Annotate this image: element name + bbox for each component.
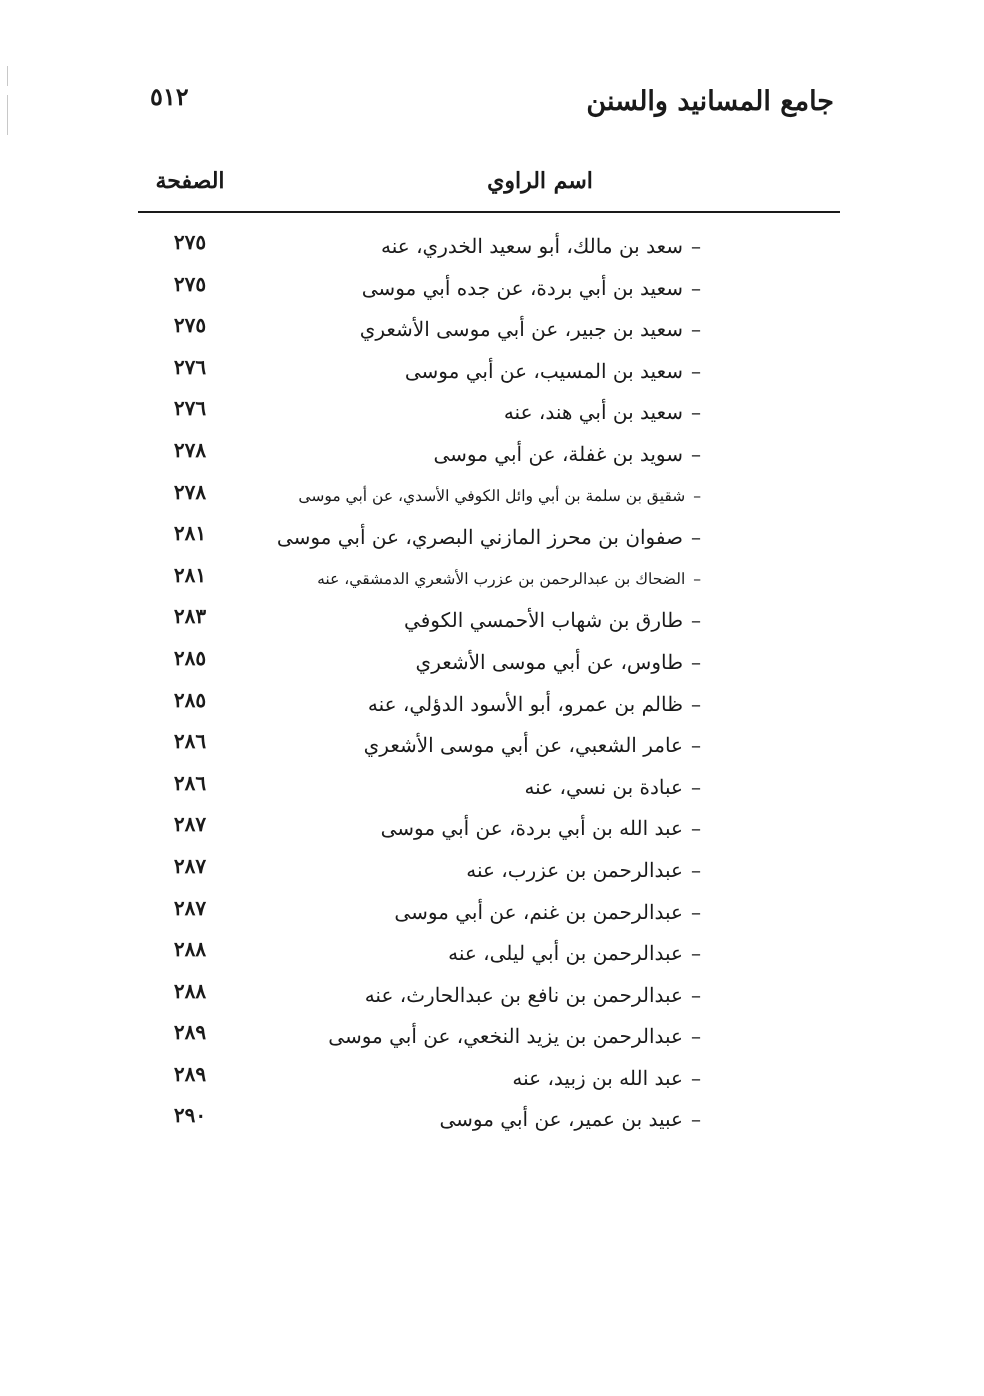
page-number: ٥١٢ bbox=[150, 82, 189, 111]
narrator-name-text: عبيد بن عمير، عن أبي موسى bbox=[439, 1107, 683, 1132]
narrator-name bbox=[466, 853, 701, 887]
narrator-name bbox=[364, 728, 701, 762]
page-reference: ٢٨٥ bbox=[173, 687, 207, 712]
narrator-name bbox=[394, 895, 701, 929]
book-title: جامع المسانيد والسنن bbox=[586, 86, 834, 117]
index-entry bbox=[0, 354, 984, 396]
page-reference: ٢٨٩ bbox=[173, 1061, 207, 1086]
narrator-name-text: عبدالرحمن بن عزرب، عنه bbox=[466, 857, 683, 882]
narrator-name-text: سعيد بن جبير، عن أبي موسى الأشعري bbox=[359, 317, 683, 342]
narrator-name-text: عامر الشعبي، عن أبي موسى الأشعري bbox=[363, 733, 683, 758]
narrator-name bbox=[365, 978, 701, 1012]
entry-dash: – bbox=[691, 733, 701, 758]
page-reference: ٢٨٧ bbox=[173, 853, 207, 878]
scan-margin-mark bbox=[7, 95, 8, 135]
page-reference: ٢٧٥ bbox=[173, 313, 207, 338]
index-entry bbox=[0, 853, 984, 895]
entry-dash: – bbox=[691, 441, 701, 466]
narrator-name bbox=[524, 770, 701, 804]
entry-dash: – bbox=[691, 1024, 701, 1049]
narrator-name-text: عبد الله بن أبي بردة، عن أبي موسى bbox=[380, 816, 683, 841]
narrator-name-text: شقيق بن سلمة بن أبي وائل الكوفي الأسدي، عن أبي موسى bbox=[298, 486, 686, 505]
page-reference: ٢٨٦ bbox=[173, 770, 207, 795]
narrator-name-text: طاوس، عن أبي موسى الأشعري bbox=[415, 649, 683, 674]
index-entry bbox=[0, 479, 984, 521]
entry-dash: – bbox=[691, 857, 701, 882]
index-entry bbox=[0, 437, 984, 479]
column-header-page: الصفحة bbox=[155, 168, 225, 194]
narrator-name bbox=[504, 395, 701, 429]
entry-dash: – bbox=[693, 486, 701, 505]
index-entry bbox=[0, 603, 984, 645]
narrator-index-list bbox=[0, 229, 984, 1144]
narrator-name-text: سويد بن غفلة، عن أبي موسى bbox=[433, 441, 683, 466]
index-entry bbox=[0, 811, 984, 853]
narrator-name-text: سعيد بن أبي بردة، عن جده أبي موسى bbox=[361, 275, 683, 300]
index-entry bbox=[0, 936, 984, 978]
narrator-name-text: الضحاك بن عبدالرحمن بن عزرب الأشعري الدمشقي، عنه bbox=[317, 569, 686, 588]
index-entry bbox=[0, 978, 984, 1020]
index-entry bbox=[0, 312, 984, 354]
narrator-name bbox=[298, 479, 701, 513]
entry-dash: – bbox=[691, 649, 701, 674]
entry-dash: – bbox=[691, 982, 701, 1007]
narrator-name bbox=[416, 645, 701, 679]
index-entry bbox=[0, 395, 984, 437]
narrator-name-text: عبدالرحمن بن نافع بن عبدالحارث، عنه bbox=[364, 982, 683, 1007]
page-reference: ٢٨٥ bbox=[173, 645, 207, 670]
page-reference: ٢٨٨ bbox=[173, 937, 207, 962]
entry-dash: – bbox=[691, 1065, 701, 1090]
narrator-name bbox=[448, 936, 701, 970]
narrator-name bbox=[381, 811, 701, 845]
narrator-name-text: سعد بن مالك، أبو سعيد الخدري، عنه bbox=[381, 234, 683, 258]
index-entry bbox=[0, 229, 984, 271]
narrator-name bbox=[404, 603, 701, 637]
page-reference: ٢٧٦ bbox=[173, 396, 207, 421]
page-reference: ٢٩٠ bbox=[173, 1103, 207, 1128]
index-entry bbox=[0, 687, 984, 729]
index-entry bbox=[0, 645, 984, 687]
entry-dash: – bbox=[691, 816, 701, 841]
index-entry bbox=[0, 1019, 984, 1061]
page-reference: ٢٧٨ bbox=[173, 437, 207, 462]
narrator-name-text: عبدالرحمن بن أبي ليلى، عنه bbox=[448, 941, 683, 966]
entry-dash: – bbox=[691, 691, 701, 716]
index-entry bbox=[0, 271, 984, 313]
page-reference: ٢٨٧ bbox=[173, 812, 207, 837]
index-entry bbox=[0, 728, 984, 770]
narrator-name-text: عبدالرحمن بن غنم، عن أبي موسى bbox=[394, 899, 683, 924]
entry-dash: – bbox=[691, 275, 701, 300]
index-entry bbox=[0, 520, 984, 562]
entry-dash: – bbox=[691, 234, 701, 258]
index-entry bbox=[0, 770, 984, 812]
page-reference: ٢٨٦ bbox=[173, 729, 207, 754]
narrator-name bbox=[512, 1061, 701, 1095]
page-reference: ٢٨٨ bbox=[173, 978, 207, 1003]
entry-dash: – bbox=[691, 774, 701, 799]
narrator-name bbox=[433, 437, 701, 471]
page-reference: ٢٨٧ bbox=[173, 895, 207, 920]
page-reference: ٢٨٩ bbox=[173, 1020, 207, 1045]
entry-dash: – bbox=[693, 569, 701, 588]
page-reference: ٢٧٥ bbox=[173, 271, 207, 296]
entry-dash: – bbox=[691, 525, 701, 550]
index-entry bbox=[0, 895, 984, 937]
page-reference: ٢٧٥ bbox=[173, 230, 207, 254]
entry-dash: – bbox=[691, 317, 701, 342]
header-rule bbox=[138, 211, 840, 213]
page-reference: ٢٧٨ bbox=[173, 479, 207, 504]
page-reference: ٢٨٣ bbox=[173, 604, 207, 629]
entry-dash: – bbox=[691, 608, 701, 633]
index-entry bbox=[0, 562, 984, 604]
entry-dash: – bbox=[691, 400, 701, 425]
narrator-name-text: سعيد بن أبي هند، عنه bbox=[503, 400, 683, 425]
narrator-name bbox=[439, 1102, 701, 1136]
narrator-name bbox=[360, 312, 701, 346]
narrator-name bbox=[328, 1019, 701, 1053]
narrator-name bbox=[405, 354, 701, 388]
scan-margin-mark bbox=[7, 66, 8, 86]
entry-dash: – bbox=[691, 899, 701, 924]
entry-dash: – bbox=[691, 941, 701, 966]
narrator-name bbox=[317, 562, 701, 596]
column-header-narrator-name: اسم الراوي bbox=[487, 168, 593, 194]
narrator-name-text: سعيد بن المسيب، عن أبي موسى bbox=[404, 358, 683, 383]
narrator-name bbox=[362, 271, 701, 305]
narrator-name-text: صفوان بن محرز المازني البصري، عن أبي موسى bbox=[276, 525, 683, 550]
narrator-name-text: عبدالرحمن بن يزيد النخعي، عن أبي موسى bbox=[328, 1024, 683, 1049]
page-reference: ٢٨١ bbox=[173, 521, 207, 546]
page-reference: ٢٨١ bbox=[173, 562, 207, 587]
narrator-name bbox=[381, 229, 701, 263]
narrator-name-text: عبادة بن نسي، عنه bbox=[524, 774, 683, 799]
index-entry bbox=[0, 1061, 984, 1103]
narrator-name-text: ظالم بن عمرو، أبو الأسود الدؤلي، عنه bbox=[367, 691, 683, 716]
narrator-name-text: طارق بن شهاب الأحمسي الكوفي bbox=[404, 608, 683, 633]
narrator-name bbox=[277, 520, 701, 554]
entry-dash: – bbox=[691, 358, 701, 383]
index-entry bbox=[0, 1102, 984, 1144]
narrator-name-text: عبد الله بن زبيد، عنه bbox=[512, 1065, 683, 1090]
narrator-name bbox=[368, 687, 701, 721]
entry-dash: – bbox=[691, 1107, 701, 1132]
page-reference: ٢٧٦ bbox=[173, 354, 207, 379]
